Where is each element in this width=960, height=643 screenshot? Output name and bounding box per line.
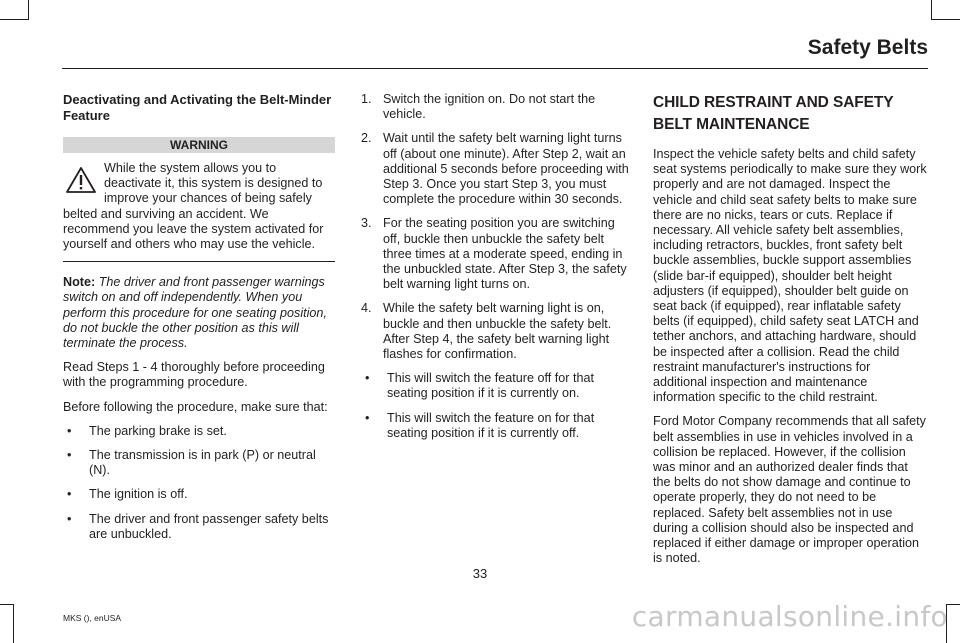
bullet-icon: • [365,371,370,386]
result-list [361,371,633,441]
note-label: Note: [63,275,96,290]
note [63,275,335,351]
middle-column [361,92,633,450]
step-item: 4. While the safety belt warning light is on, buckle and then unbuckle the safety belt. After Step 4, the safety belt warning light flashes for confirmation. [361,301,612,362]
bullet-icon: • [67,487,72,502]
left-column [63,92,335,551]
paragraph: Inspect the vehicle safety belts and child safety seat systems periodically to make sure they work properly and are not damaged. Inspect the vehicle and child seat safety belts to make sure there are no nicks, tears or cuts. Replace if necessary. All vehicle safety belt assemblies, including retractors, buckles, front safety belt buckle assemblies, buckle support assemblies (slide bar-if equipped), shoulder belt height adjusters (if equipped), shoulder belt guide on seat back (if equipped), rear inflatable safety belts (if equipped), child safety seat LATCH and tether anchors, and attaching hardware, should be inspected after a collision. Read the child restraint manufacturer's instructions for additional inspection and maintenance information specific to the child restraint. [653,147,927,405]
page-number: 33 [472,566,488,581]
watermark: carmanualsonline.info [631,600,948,633]
step-number: 3. [361,216,372,231]
list-item: • This will switch the feature on for that seating position if it is currently off. [365,410,595,440]
crop-mark-bottom-right [946,604,960,605]
bullet-icon: • [365,410,370,425]
step-item: 2. Wait until the safety belt warning light turns off (about one minute). After Step 2, wait an additional 5 seconds before proceeding with Step 3. Once you start Step 3, you must complete the procedure within 30 seconds. [361,131,629,207]
list-item: • This will switch the feature off for that seating position if it is currently on. [365,371,594,401]
warning-rule [63,261,335,262]
step-item: 3. For the seating position you are switching off, buckle then unbuckle the safety belt three times at a moderate speed, ending in the unbuckled state. After Step 3, the safety belt warning light turns on. [361,216,627,292]
bullet-icon: • [67,511,72,526]
crop-mark-bottom-left [13,604,14,643]
procedure-steps [361,92,633,362]
crop-mark-bottom-left [0,604,14,605]
paragraph: Read Steps 1 - 4 thoroughly before proceeding with the programming procedure. [63,360,325,390]
bullet-icon: • [67,448,72,463]
note-text: The driver and front passenger warnings switch on and off independently. When you perform this procedure for one seating position, do not buckle the other position as this will terminate the process. [63,275,327,351]
crop-mark-top-right [931,0,932,20]
crop-mark-top-left [28,0,29,20]
page-title: Safety Belts [807,36,928,59]
warning-box [63,161,335,252]
paragraph: Before following the procedure, make sure that: [63,399,328,414]
section-heading: CHILD RESTRAINT AND SAFETY BELT MAINTENANCE [653,94,894,133]
list-item: • The driver and front passenger safety belts are unbuckled. [67,511,329,541]
step-number: 1. [361,92,372,106]
list-item: • The parking brake is set. [67,423,227,438]
precondition-list [63,424,335,542]
header-rule [62,68,928,69]
section-subheading: Deactivating and Activating the Belt-Minder Feature [63,92,332,123]
warning-triangle-icon [65,166,97,194]
bullet-icon: • [67,423,72,438]
step-number: 4. [361,301,372,316]
step-number: 2. [361,131,372,146]
right-column [653,92,927,575]
list-item: • The transmission is in park (P) or neutral (N). [67,448,316,478]
warning-text: While the system allows you to deactivate it, this system is designed to improve your chances of being safely belted and surviving an accident. We recommend you leave the system activated for yourself and others who may use the vehicle. [63,161,324,252]
paragraph: Ford Motor Company recommends that all safety belt assemblies in use in vehicles involved in a collision be replaced. However, if the collision was minor and an authorized dealer finds that the belts do not show damage and continue to operate properly, they do not need to be replaced. Safety belt assemblies not in use during a collision should also be inspected and replaced if either damage or improper operation is noted. [653,414,926,566]
crop-mark-top-right [931,19,960,20]
step-item: 1. Switch the ignition on. Do not start the vehicle. [361,92,596,122]
footer-code: MKS (), enUSA [63,613,122,623]
list-item: • The ignition is off. [67,487,188,502]
crop-mark-top-left [0,19,29,20]
warning-label: WARNING [63,137,335,153]
